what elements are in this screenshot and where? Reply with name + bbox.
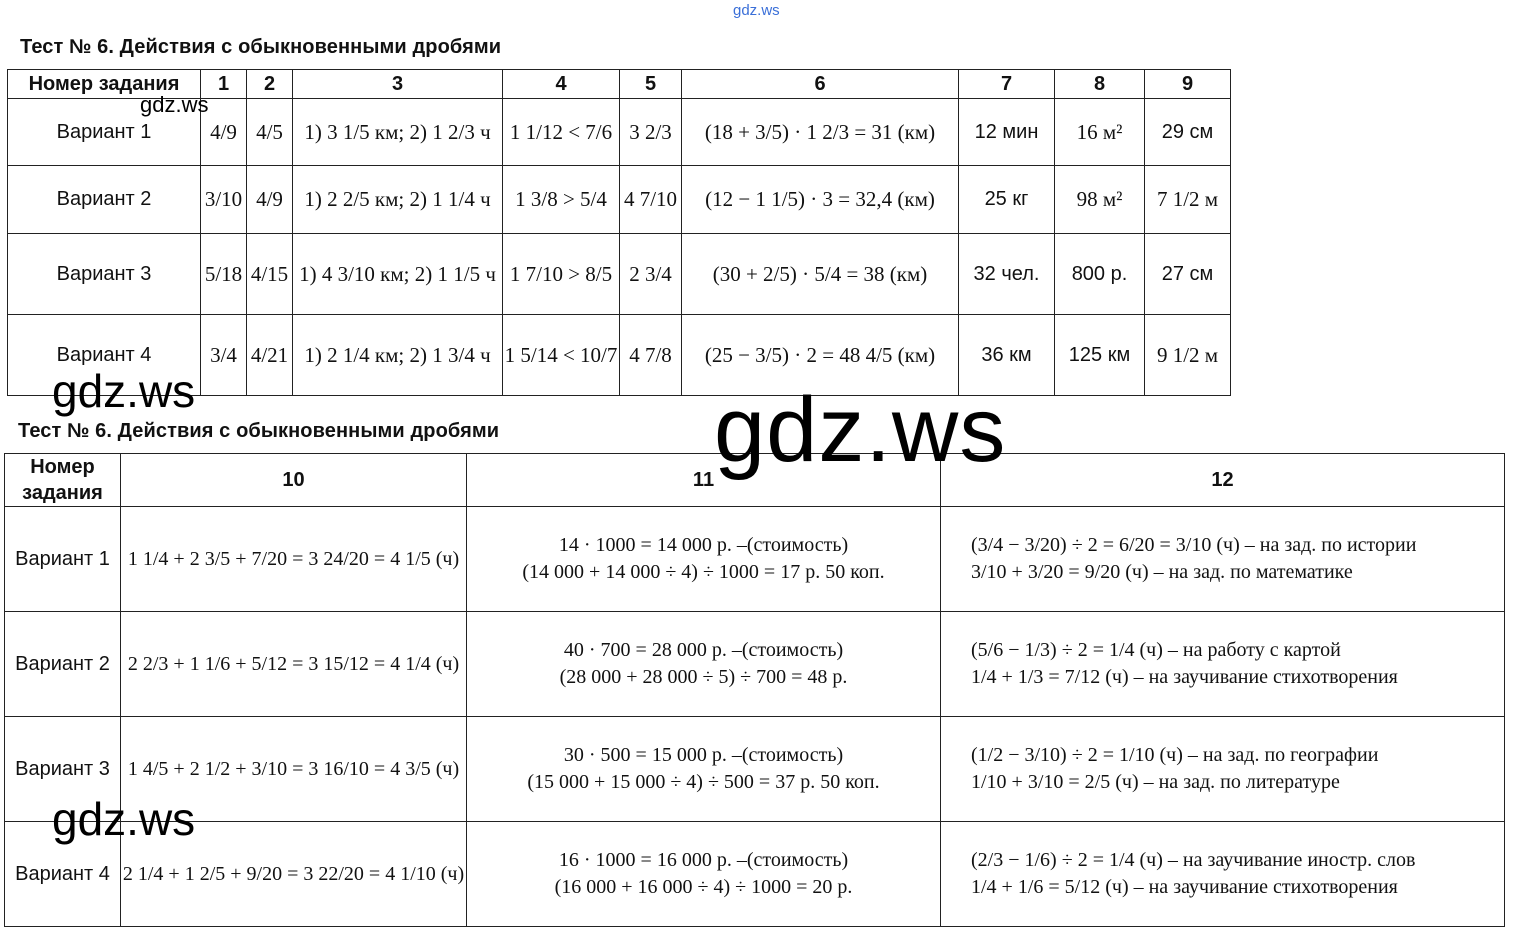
watermark-left-1: gdz.ws [52, 365, 196, 417]
test-title-2: Тест № 6. Действия с обыкновенными дробями [18, 420, 500, 442]
answer-cell: 4/5 [247, 99, 293, 166]
watermark-small: gdz.ws [140, 92, 209, 117]
task12-line: (2/3 − 1/6) ÷ 2 = 1/4 (ч) – на заучивание иностр. слов [971, 849, 1416, 871]
task11-cell [467, 507, 941, 612]
answer-cell: 125 км [1055, 315, 1145, 396]
table1-header-cell: 2 [247, 70, 293, 99]
table2-header-cell: Номер задания [5, 454, 121, 507]
table-row [8, 166, 1231, 234]
task11-line: (14 000 + 14 000 ÷ 4) ÷ 1000 = 17 р. 50 коп. [522, 561, 885, 583]
variant-label: Вариант 3 [5, 717, 121, 822]
task11-cell [467, 612, 941, 717]
answer-cell: 16 м² [1055, 99, 1145, 166]
answer-cell: 36 км [959, 315, 1055, 396]
task11-line: (28 000 + 28 000 ÷ 5) ÷ 700 = 48 р. [559, 666, 848, 688]
task10-cell: 1 4/5 + 2 1/2 + 3/10 = 3 16/10 = 4 3/5 (ч) [121, 717, 467, 822]
answer-cell: 1 3/8 > 5/4 [503, 166, 620, 234]
table1-header-cell: 7 [959, 70, 1055, 99]
answer-cell: 3/10 [201, 166, 247, 234]
answer-cell: 1 5/14 < 10/7 [503, 315, 620, 396]
task12-line: (1/2 − 3/10) ÷ 2 = 1/10 (ч) – на зад. по географии [971, 744, 1379, 766]
answer-cell: 7 1/2 м [1145, 166, 1231, 234]
answer-cell: 4 7/8 [620, 315, 682, 396]
variant-label: Вариант 4 [8, 315, 201, 396]
table2-header-cell: 11 [467, 454, 941, 507]
table-row [5, 612, 1505, 717]
task11-line: 14 · 1000 = 14 000 р. –(стоимость) [558, 534, 849, 556]
answer-cell: 4/9 [247, 166, 293, 234]
answer-cell: (12 − 1 1/5) · 3 = 32,4 (км) [682, 166, 959, 234]
answer-cell: 1) 4 3/10 км; 2) 1 1/5 ч [293, 234, 503, 315]
answer-cell: 5/18 [201, 234, 247, 315]
task10-cell: 2 1/4 + 1 2/5 + 9/20 = 3 22/20 = 4 1/10 (ч) [121, 822, 467, 927]
task12-line: 1/4 + 1/6 = 5/12 (ч) – на заучивание стихотворения [971, 876, 1398, 898]
watermark-top: gdz.ws [733, 2, 780, 19]
task12-line: 3/10 + 3/20 = 9/20 (ч) – на зад. по математике [971, 561, 1353, 583]
task12-cell [941, 822, 1505, 927]
answer-cell: (18 + 3/5) · 1 2/3 = 31 (км) [682, 99, 959, 166]
table1-header-cell: 5 [620, 70, 682, 99]
watermark-left-2: gdz.ws [52, 793, 196, 845]
table1-header-cell: 4 [503, 70, 620, 99]
answer-cell: 4/21 [247, 315, 293, 396]
variant-label: Вариант 4 [5, 822, 121, 927]
table1-header-cell: 6 [682, 70, 959, 99]
answer-cell: 2 3/4 [620, 234, 682, 315]
task10-cell: 2 2/3 + 1 1/6 + 5/12 = 3 15/12 = 4 1/4 (ч) [121, 612, 467, 717]
answer-cell: 29 см [1145, 99, 1231, 166]
variant-label: Вариант 2 [5, 612, 121, 717]
variant-label: Вариант 3 [8, 234, 201, 315]
task12-line: 1/4 + 1/3 = 7/12 (ч) – на заучивание стихотворения [971, 666, 1398, 688]
task10-cell: 1 1/4 + 2 3/5 + 7/20 = 3 24/20 = 4 1/5 (ч) [121, 507, 467, 612]
answer-cell: 800 р. [1055, 234, 1145, 315]
answer-cell: (30 + 2/5) · 5/4 = 38 (км) [682, 234, 959, 315]
answer-cell: 1 1/12 < 7/6 [503, 99, 620, 166]
answer-cell: 25 кг [959, 166, 1055, 234]
answer-cell: 1 7/10 > 8/5 [503, 234, 620, 315]
table1-header-cell: 9 [1145, 70, 1231, 99]
answer-cell: 3 2/3 [620, 99, 682, 166]
answer-cell: 1) 2 2/5 км; 2) 1 1/4 ч [293, 166, 503, 234]
task11-line: 30 · 500 = 15 000 р. –(стоимость) [563, 744, 844, 766]
answer-cell: (25 − 3/5) · 2 = 48 4/5 (км) [682, 315, 959, 396]
answer-cell: 4/9 [201, 99, 247, 166]
task12-line: (5/6 − 1/3) ÷ 2 = 1/4 (ч) – на работу с картой [971, 639, 1341, 661]
table-row [5, 507, 1505, 612]
answers-table-2 [4, 453, 1505, 927]
answer-cell: 27 см [1145, 234, 1231, 315]
answer-cell: 9 1/2 м [1145, 315, 1231, 396]
table2-header-cell: 10 [121, 454, 467, 507]
task11-line: (16 000 + 16 000 ÷ 4) ÷ 1000 = 20 р. [554, 876, 853, 898]
answer-cell: 4/15 [247, 234, 293, 315]
task11-line: 16 · 1000 = 16 000 р. –(стоимость) [558, 849, 849, 871]
task11-line: 40 · 700 = 28 000 р. –(стоимость) [563, 639, 844, 661]
task12-line: 1/10 + 3/10 = 2/5 (ч) – на зад. по литературе [971, 771, 1340, 793]
table1-header-cell: 8 [1055, 70, 1145, 99]
task12-line: (3/4 − 3/20) ÷ 2 = 6/20 = 3/10 (ч) – на зад. по истории [971, 534, 1417, 556]
variant-label: Вариант 2 [8, 166, 201, 234]
table1-header-cell: 1 [201, 70, 247, 99]
variant-label: Вариант 1 [5, 507, 121, 612]
table-row [5, 717, 1505, 822]
task12-cell [941, 717, 1505, 822]
table1-header-cell: 3 [293, 70, 503, 99]
answer-cell: 12 мин [959, 99, 1055, 166]
answer-cell: 1) 3 1/5 км; 2) 1 2/3 ч [293, 99, 503, 166]
answer-cell: 3/4 [201, 315, 247, 396]
task12-cell [941, 507, 1505, 612]
answers-table-1 [7, 69, 1231, 396]
task11-cell [467, 822, 941, 927]
answer-cell: 32 чел. [959, 234, 1055, 315]
task12-cell [941, 612, 1505, 717]
table1-header-cell: Номер задания [8, 70, 201, 99]
table-row [8, 234, 1231, 315]
answer-cell: 1) 2 1/4 км; 2) 1 3/4 ч [293, 315, 503, 396]
table2-header-cell: 12 [941, 454, 1505, 507]
table-row [5, 822, 1505, 927]
test-title-1: Тест № 6. Действия с обыкновенными дробями [20, 36, 502, 58]
answer-cell: 4 7/10 [620, 166, 682, 234]
task11-cell [467, 717, 941, 822]
variant-label: Вариант 1 [8, 99, 201, 166]
watermark-large: gdz.ws [714, 379, 1007, 481]
answer-cell: 98 м² [1055, 166, 1145, 234]
task11-line: (15 000 + 15 000 ÷ 4) ÷ 500 = 37 р. 50 коп. [527, 771, 880, 793]
